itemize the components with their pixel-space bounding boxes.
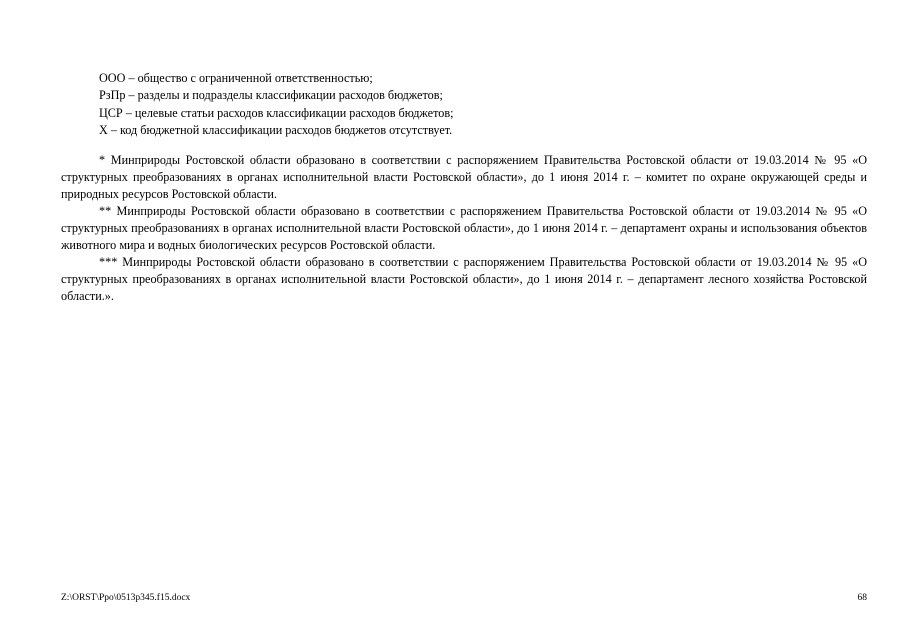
footer-file-path: Z:\ORST\Ppo\0513p345.f15.docx <box>61 593 191 603</box>
page-number: 68 <box>857 593 867 603</box>
page-footer <box>61 592 867 604</box>
abbreviation-x: Х – код бюджетной классификации расходов бюджетов отсутствует. <box>99 122 453 137</box>
footnote-3: *** Минприроды Ростовской области образовано в соответствии с распоряжением Правительства Ростовской области от 19.03.2014 № 95 «О структурных преобразованиях в органах исполнительной власти Ростовской области», до 1 июня 2014 г. – департамент лесного хозяйства Ростовской области.». <box>61 255 867 303</box>
footnote-1: * Минприроды Ростовской области образовано в соответствии с распоряжением Правительства Ростовской области от 19.03.2014 № 95 «О структурных преобразованиях в органах исполнительной власти Ростовской области», до 1 июня 2014 г. – комитет по охране окружающей среды и природных ресурсов Ростовской области. <box>61 153 867 201</box>
abbreviation-ooo: ООО – общество с ограниченной ответственностью; <box>99 71 373 85</box>
abbreviation-list <box>99 70 859 139</box>
footnote-2: ** Минприроды Ростовской области образовано в соответствии с распоряжением Правительства Ростовской области от 19.03.2014 № 95 «О структурных преобразованиях в органах исполнительной власти Ростовской области», до 1 июня 2014 г. – департамент охраны и использования объектов животного мира и водных биологических ресурсов Ростовской области. <box>61 204 867 252</box>
abbreviation-csr: ЦСР – целевые статьи расходов классификации расходов бюджетов; <box>99 105 454 120</box>
abbreviation-rzpr: РзПр – разделы и подразделы классификации расходов бюджетов; <box>99 88 443 103</box>
footnotes-section <box>61 152 867 305</box>
